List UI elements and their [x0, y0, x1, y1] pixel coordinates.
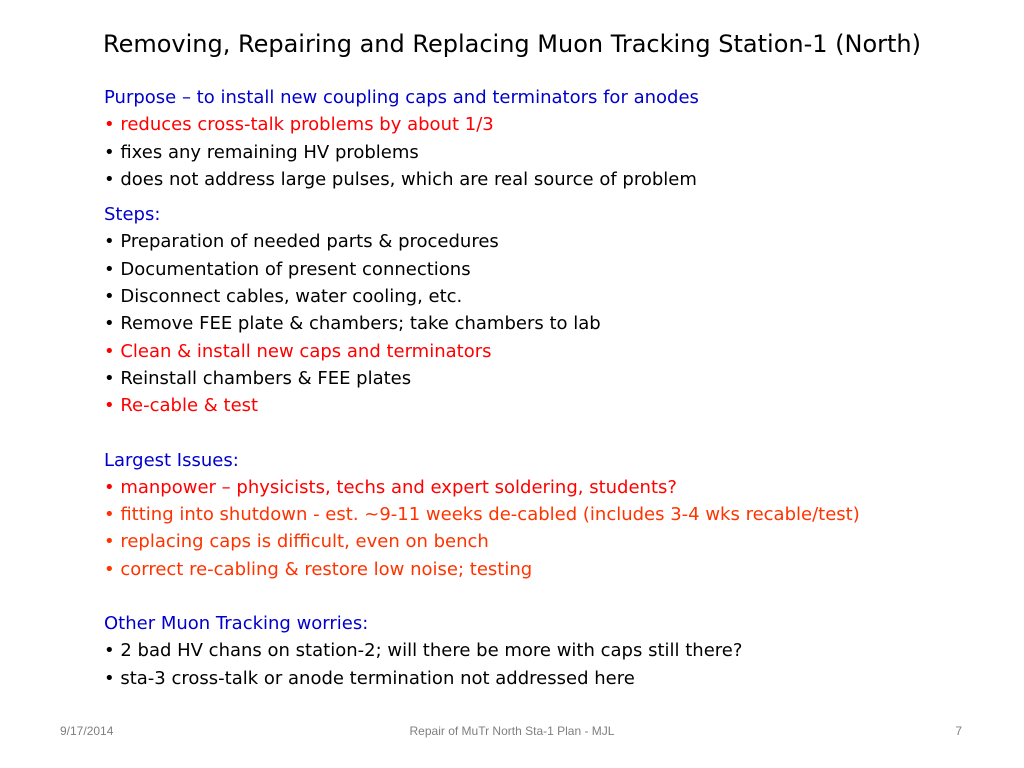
steps-bullet: • Preparation of needed parts & procedures — [104, 231, 499, 253]
issues-heading: Largest Issues: — [104, 449, 239, 471]
issues-bullet: • fitting into shutdown - est. ~9-11 weeks de-cabled (includes 3-4 wks recable/test) — [104, 504, 860, 526]
issues-bullet: • manpower – physicists, techs and expert soldering, students? — [104, 476, 677, 498]
footer-date: 9/17/2014 — [60, 724, 114, 738]
page-number: 7 — [955, 724, 962, 738]
steps-bullet: • Remove FEE plate & chambers; take chambers to lab — [104, 313, 601, 335]
issues-bullet: • correct re-cabling & restore low noise; testing — [104, 558, 533, 580]
spacer — [104, 583, 1004, 610]
purpose-heading: Purpose – to install new coupling caps and terminators for anodes — [104, 87, 699, 108]
issues-bullet: • replacing caps is difficult, even on bench — [104, 531, 489, 553]
steps-bullet: • Disconnect cables, water cooling, etc. — [104, 286, 463, 308]
worries-bullet: • sta-3 cross-talk or anode termination not addressed here — [104, 667, 635, 689]
purpose-bullet: • reduces cross-talk problems by about 1/3 — [104, 114, 494, 136]
steps-heading: Steps: — [104, 204, 161, 226]
worries-heading: Other Muon Tracking worries: — [104, 613, 369, 635]
spacer — [104, 420, 1004, 447]
steps-bullet: • Clean & install new caps and terminators — [104, 340, 492, 362]
spacer — [104, 193, 1004, 201]
purpose-bullet: • fixes any remaining HV problems — [104, 141, 419, 163]
worries-bullet: • 2 bad HV chans on station-2; will there be more with caps still there? — [104, 640, 743, 662]
slide-title: Removing, Repairing and Replacing Muon Tracking Station-1 (North) — [103, 30, 921, 58]
steps-bullet: • Re-cable & test — [104, 395, 259, 417]
footer-title: Repair of MuTr North Sta-1 Plan - MJL — [409, 724, 615, 738]
slide-body — [104, 84, 1004, 692]
steps-bullet: • Reinstall chambers & FEE plates — [104, 367, 412, 389]
steps-bullet: • Documentation of present connections — [104, 258, 471, 280]
purpose-bullet: • does not address large pulses, which are real source of problem — [104, 168, 697, 190]
